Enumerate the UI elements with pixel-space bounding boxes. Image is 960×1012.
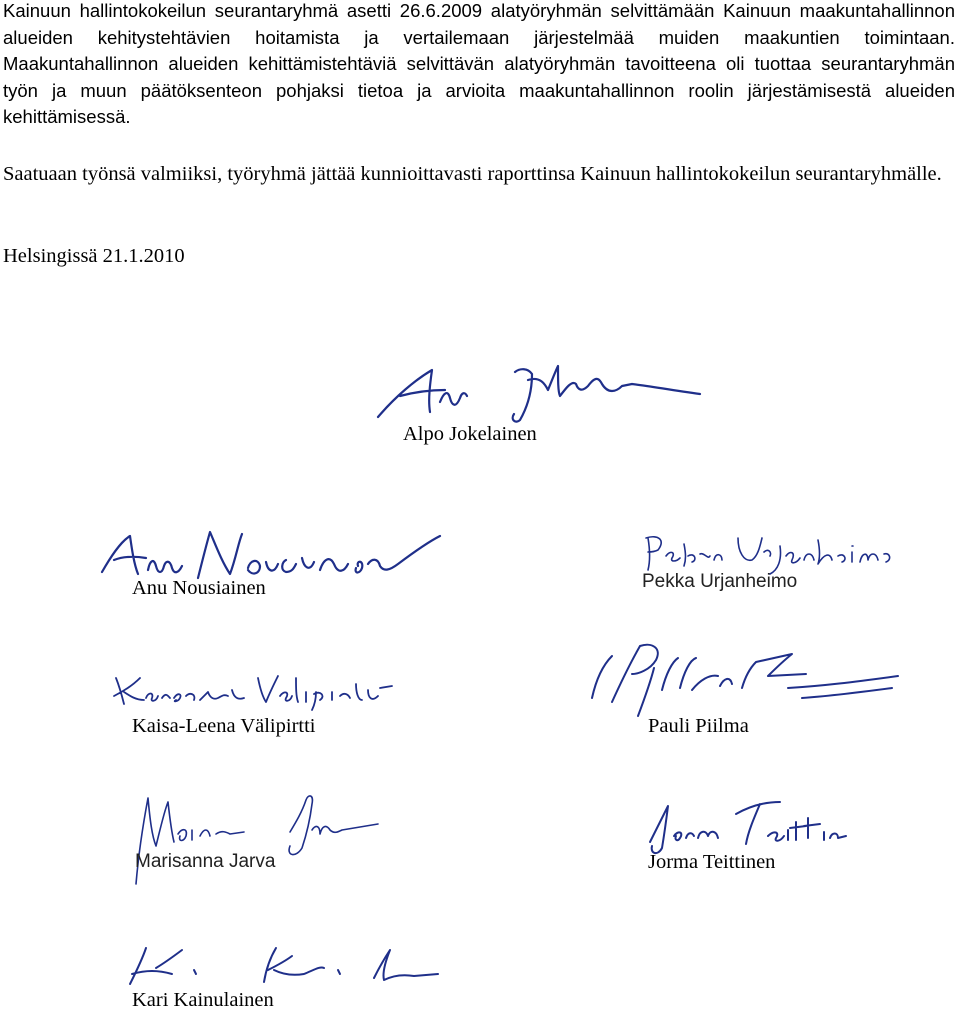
signature-pekka-urjanheimo xyxy=(640,530,900,574)
signatory-name-anu-nousiainen: Anu Nousiainen xyxy=(132,577,266,599)
signature-kaisa-leena-valipirtti xyxy=(110,670,400,710)
signatory-name-marisanna-jarva: Marisanna Jarva xyxy=(135,851,276,872)
signatory-name-jorma-teittinen: Jorma Teittinen xyxy=(648,851,776,873)
signatory-name-alpo-jokelainen: Alpo Jokelainen xyxy=(403,423,537,445)
signatory-name-kaisa-leena-valipirtti: Kaisa-Leena Välipirtti xyxy=(132,715,316,737)
place-date: Helsingissä 21.1.2010 xyxy=(3,245,185,267)
signature-anu-nousiainen xyxy=(98,524,448,584)
signature-alpo-jokelainen xyxy=(370,362,710,424)
signatory-name-pekka-urjanheimo: Pekka Urjanheimo xyxy=(642,571,798,592)
signatory-name-pauli-piilma: Pauli Piilma xyxy=(648,715,749,737)
closing-paragraph: Saatuaan työnsä valmiiksi, työryhmä jättää kunnioittavasti raporttinsa Kainuun hallintokokeilun seurantaryhmälle. xyxy=(3,163,942,185)
signature-pauli-piilma xyxy=(592,640,902,724)
signature-kari-kainulainen xyxy=(124,940,444,990)
intro-paragraph: Kainuun hallintokokeilun seurantaryhmä asetti 26.6.2009 alatyöryhmän selvittämään Kainuun maakuntahallinnon alueiden kehitystehtävien hoitamista ja vertailemaan järjestelmää muiden maakuntien toimintaan. Maakuntahallinnon alueiden kehittämistehtäviä selvittävän alatyöryhmän tavoitteena oli tuottaa seurantaryhmän työn ja muun päätöksenteon pohjaksi tietoa ja arvioita maakuntahallinnon roolin järjestämisestä alueiden kehittämisessä. xyxy=(3,0,955,127)
signatory-name-kari-kainulainen: Kari Kainulainen xyxy=(132,989,274,1011)
signature-marisanna-jarva xyxy=(126,790,386,890)
